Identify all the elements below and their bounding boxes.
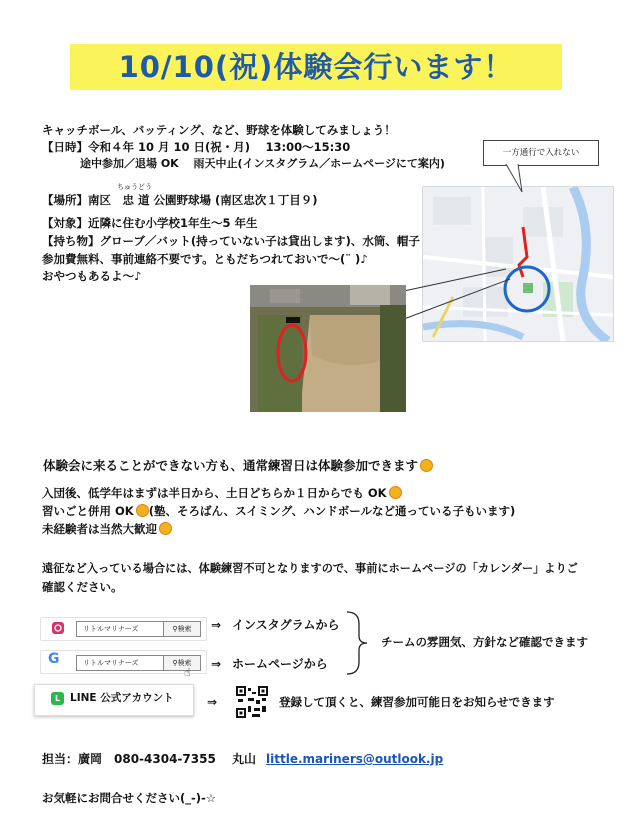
section2-heading-text: 体験会に来ることができない方も、通常練習日は体験参加できます (43, 458, 419, 473)
search-icon: ⚲ (172, 659, 178, 667)
homepage-arrow: ⇒ (211, 657, 222, 671)
ok-hand-icon (136, 504, 149, 517)
section2-line1 (42, 485, 402, 501)
pointer-hand-icon: ☝ (184, 666, 191, 679)
line-account-label: LINE 公式アカウント (70, 692, 174, 704)
place-line: 【場所】南区 忠 道 公園野球場 (南区忠次１丁目９) (42, 193, 318, 207)
section2-line2-b: (塾、そろばん、スイミング、ハンドボールなど通っている子もいます) (148, 504, 516, 518)
search-icon: ⚲ (172, 625, 178, 633)
qr-code (236, 686, 268, 718)
notice-line2: 確認ください。 (42, 580, 123, 594)
section2-heading (43, 456, 433, 474)
line-icon: L (51, 692, 64, 705)
section2-line2-a: 習いごと併用 OK (42, 504, 134, 518)
aerial-photo (250, 285, 406, 412)
zoom-connector-lines (400, 255, 530, 325)
homepage-search-input[interactable]: リトルマリナーズ (76, 655, 164, 671)
target-line: 【対象】近隣に住む小学校1年生～5 年生 (42, 216, 258, 230)
contact-email-link[interactable]: little.mariners@outlook.jp (266, 752, 444, 766)
page-title: 10/10(祝)体験会行います！ (118, 50, 514, 84)
ok-hand-icon (420, 459, 433, 472)
section2-line1-text: 入団後、低学年はまずは半日から、土日どちらか１日からでも OK (42, 486, 387, 500)
instagram-search-button-label: 検索 (177, 625, 192, 633)
date-note: 途中参加／退場 OK 雨天中止(インスタグラム／ホームページにて案内) (80, 157, 445, 170)
homepage-search-button[interactable] (163, 655, 201, 671)
callout-pointer (500, 164, 530, 194)
aerial-photo-drawing (250, 285, 406, 412)
instagram-search-button[interactable] (163, 621, 201, 637)
items-line: 【持ち物】グローブ／バット(持っていない子は貸出します)、水筒、帽子 (42, 234, 420, 248)
section2-line3 (42, 521, 172, 537)
ok-hand-icon (159, 522, 172, 535)
line-arrow: ⇒ (207, 695, 218, 709)
section2-line2 (42, 503, 515, 519)
snack-line: おやつもあるよ～♪ (42, 269, 142, 283)
instagram-arrow: ⇒ (211, 618, 222, 632)
instagram-icon (51, 621, 65, 635)
google-icon: G (48, 651, 60, 667)
section2-line3-text: 未経験者は当然大歓迎 (42, 522, 157, 536)
closing-line: お気軽にお問合せください(_-)-☆ (42, 791, 217, 805)
line-note: 登録して頂くと、練習参加可能日をお知らせできます (279, 695, 555, 709)
notice-line1: 遠征など入っている場合には、体験練習不可となりますので、事前にホームページの「カレンダー」よりご (42, 562, 578, 575)
one-way-callout: 一方通行で入れない (483, 140, 599, 166)
instagram-search-input[interactable]: リトルマリナーズ (76, 621, 164, 637)
place-ruby: ちゅうどう (117, 183, 152, 191)
homepage-search-button-label: 検索 (177, 659, 192, 667)
ok-hand-icon (389, 486, 402, 499)
intro-lead: キャッチボール、バッティング、など、野球を体験してみましょう！ (42, 123, 396, 137)
contact-line: 担当：廣岡 080-4304-7355 丸山 (42, 752, 256, 766)
instagram-label: インスタグラムから (232, 618, 340, 632)
homepage-label: ホームページから (232, 657, 328, 671)
date-line: 【日時】令和４年 10 月 10 日(祝・月) 13:00～15:30 (42, 140, 351, 154)
brace-icon (345, 610, 371, 676)
fee-line: 参加費無料、事前連絡不要です。ともだちつれておいで～(¨ )♪ (42, 252, 368, 266)
brace-note: チームの雰囲気、方針など確認できます (381, 635, 588, 649)
